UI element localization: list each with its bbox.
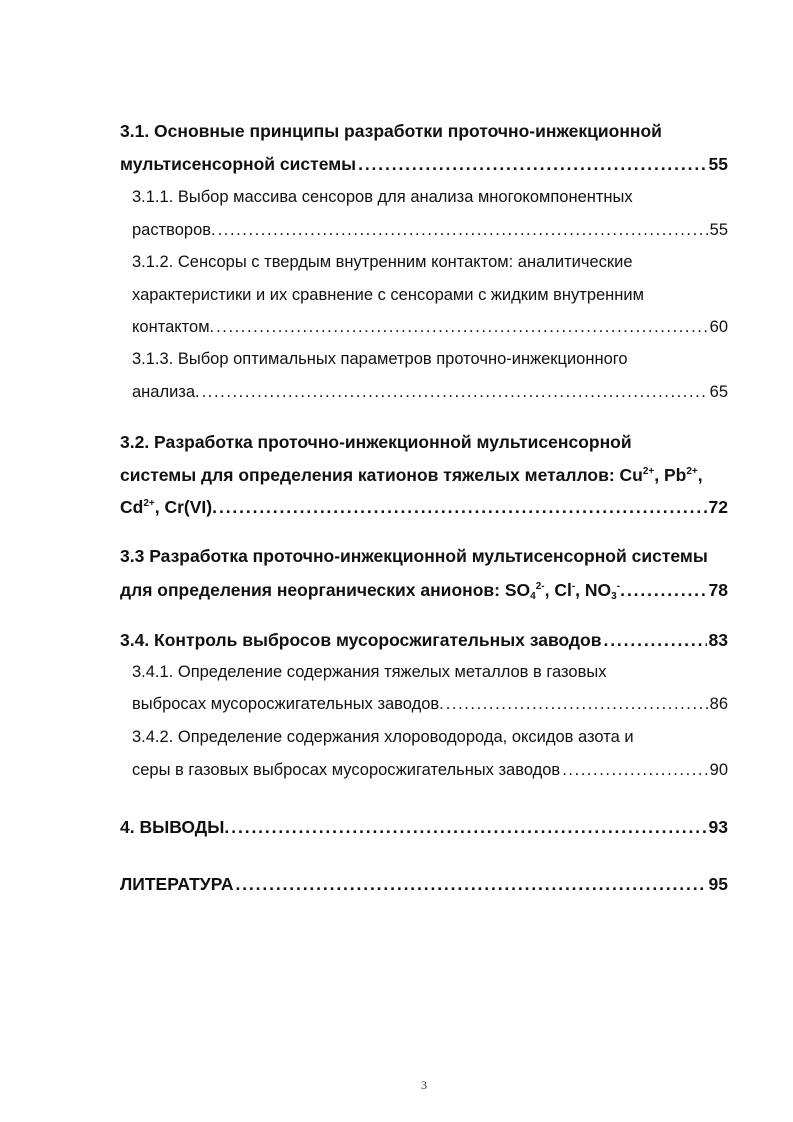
leader-dots	[202, 383, 708, 402]
toc-literature-page: 95	[708, 874, 728, 894]
toc-3-1-page: 55	[708, 154, 728, 174]
toc-3-1-3-page: 65	[709, 383, 728, 401]
toc-3-1-2-title: контактом.	[132, 318, 215, 336]
toc-3-3-page: 78	[708, 580, 728, 600]
toc-4[interactable]	[120, 817, 728, 838]
toc-3-2[interactable]	[120, 497, 728, 518]
toc-3-4[interactable]	[120, 630, 728, 651]
toc-3-4-2-line1: 3.4.2. Определение содержания хлороводорода, оксидов азота и	[132, 728, 634, 746]
leader-dots	[231, 817, 706, 838]
toc-literature-title: ЛИТЕРАТУРА	[120, 874, 234, 894]
toc-3-1-1-title: растворов.	[132, 221, 216, 239]
toc-3-1-3[interactable]	[132, 383, 728, 402]
toc-3-2-page: 72	[708, 497, 728, 517]
toc-3-3-title: для определения неорганических анионов: $SO_4^{2-}$, Cl-, $NO_3^-$.	[120, 580, 625, 602]
toc-3-3[interactable]	[120, 580, 728, 601]
toc-3-4-2-title: серы в газовых выбросах мусоросжигательных заводов	[132, 761, 561, 779]
page-number: 3	[421, 1078, 427, 1092]
toc-3-4-1-line1: 3.4.1. Определение содержания тяжелых металлов в газовых	[132, 663, 607, 681]
leader-dots	[235, 874, 706, 895]
leader-dots	[446, 695, 708, 714]
toc-3-1-2[interactable]	[132, 318, 728, 337]
toc-3-4-1-page: 86	[709, 695, 728, 713]
toc-3-4-page: 83	[708, 630, 728, 650]
toc-3-1-title: мультисенсорной системы	[120, 154, 357, 174]
leader-dots	[216, 318, 708, 337]
toc-4-page: 93	[708, 817, 728, 837]
toc-3-1[interactable]	[120, 154, 728, 175]
toc-3-2-line2: системы для определения катионов тяжелых металлов: $Cu^{2+}$, $Pb^{2+}$,	[120, 465, 703, 485]
toc-3-1-3-line1: 3.1.3. Выбор оптимальных параметров проточно-инжекционного	[132, 350, 628, 368]
toc-3-1-line1: 3.1. Основные принципы разработки проточно-инжекционной	[120, 121, 662, 141]
toc-3-4-title: 3.4. Контроль выбросов мусоросжигательных заводов	[120, 630, 602, 650]
toc-3-1-1-line1: 3.1.1. Выбор массива сенсоров для анализа многокомпонентных	[132, 188, 633, 206]
toc-3-4-2-page: 90	[709, 761, 728, 779]
toc-3-1-1[interactable]	[132, 221, 728, 240]
toc-3-1-2-line2: характеристики и их сравнение с сенсорами с жидким внутренним	[132, 286, 644, 304]
toc-3-3-line1: 3.3 Разработка проточно-инжекционной мультисенсорной системы	[120, 546, 708, 566]
toc-3-2-title: $Cd^{2+}$, Cr(VI).	[120, 497, 217, 517]
toc-literature[interactable]	[120, 874, 728, 895]
leader-dots	[627, 580, 707, 601]
toc-4-title: 4. ВЫВОДЫ.	[120, 817, 230, 837]
leader-dots	[219, 497, 707, 518]
toc-3-1-1-page: 55	[709, 221, 728, 239]
leader-dots	[218, 221, 708, 240]
toc-3-4-1-title: выбросах мусоросжигательных заводов.	[132, 695, 444, 713]
toc-3-4-1[interactable]	[132, 695, 728, 714]
toc-3-2-line1: 3.2. Разработка проточно-инжекционной мультисенсорной	[120, 432, 632, 452]
leader-dots	[603, 630, 706, 651]
toc-3-1-2-line1: 3.1.2. Сенсоры с твердым внутренним контактом: аналитические	[132, 253, 633, 271]
leader-dots	[358, 154, 706, 175]
toc-3-1-3-title: анализа.	[132, 383, 200, 401]
toc-3-4-2[interactable]	[132, 761, 728, 780]
leader-dots	[562, 761, 707, 780]
toc-3-1-2-page: 60	[709, 318, 728, 336]
